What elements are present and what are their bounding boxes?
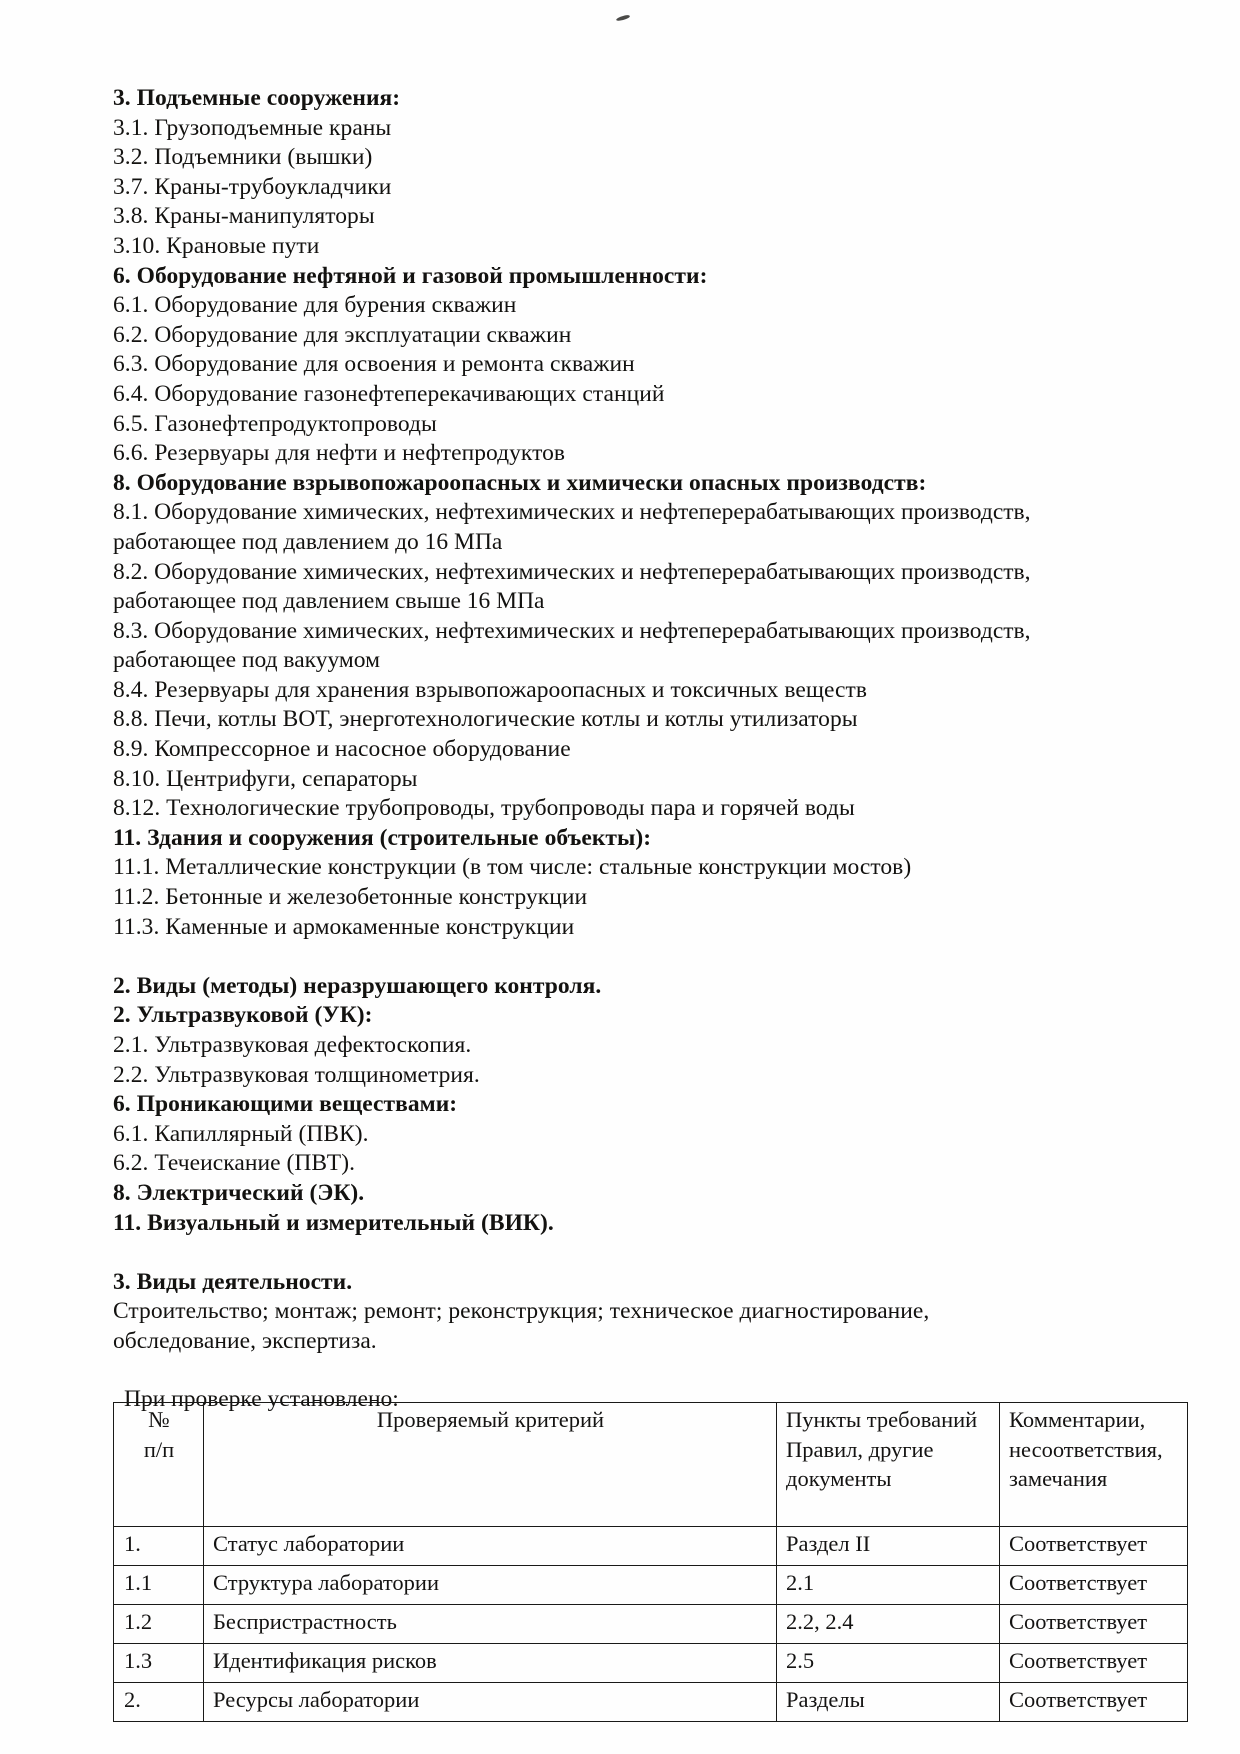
section-spacer: [113, 1238, 1115, 1268]
list-item: 2.2. Ультразвуковая толщинометрия.: [113, 1061, 480, 1088]
list-item: 8.9. Компрессорное и насосное оборудование: [113, 736, 571, 763]
cell-criterion: Структура лаборатории: [204, 1566, 777, 1605]
column-header-comments: Комментарии, несоответствия, замечания: [1000, 1403, 1188, 1527]
section-activity-types: [113, 1268, 1115, 1357]
cell-number: 1.: [114, 1527, 204, 1566]
cell-points: 2.5: [777, 1644, 1000, 1683]
document-body: [113, 84, 1115, 1421]
list-item: 6.5. Газонефтепродуктопроводы: [113, 410, 437, 437]
list-item: 11.1. Металлические конструкции (в том числе: стальные конструкции мостов): [113, 854, 912, 881]
list-item: 8.10. Центрифуги, сепараторы: [113, 765, 418, 792]
list-item: 8.4. Резервуары для хранения взрывопожароопасных и токсичных веществ: [113, 676, 867, 703]
list-item: 8.8. Печи, котлы ВОТ, энерготехнологические котлы и котлы утилизаторы: [113, 706, 858, 733]
list-item: 6.3. Оборудование для освоения и ремонта скважин: [113, 351, 635, 378]
list-item: 8. Электрический (ЭК).: [113, 1179, 365, 1206]
audit-table-container: [113, 1402, 1163, 1754]
column-header-number: [114, 1403, 204, 1527]
list-item: 3.10. Крановые пути: [113, 232, 320, 259]
section-heading: 3. Виды деятельности.: [113, 1268, 353, 1295]
activity-paragraph-line-1: Строительство; монтаж; ремонт; реконструкция; техническое диагностирование,: [113, 1298, 930, 1325]
list-item: 3.8. Краны-манипуляторы: [113, 203, 375, 230]
cell-number: 1.3: [114, 1644, 204, 1683]
list-item: 6.4. Оборудование газонефтеперекачивающих станций: [113, 380, 665, 407]
cell-criterion: Беспристрастность: [204, 1605, 777, 1644]
list-item: 11.3. Каменные и армокаменные конструкции: [113, 913, 575, 940]
list-item: 8.12. Технологические трубопроводы, трубопроводы пара и горячей воды: [113, 795, 855, 822]
column-header-criterion: Проверяемый критерий: [204, 1403, 777, 1527]
list-item: 2.1. Ультразвуковая дефектоскопия.: [113, 1032, 472, 1058]
list-item: 3.7. Краны-трубоукладчики: [113, 173, 392, 200]
list-item: 6.1. Оборудование для бурения скважин: [113, 292, 517, 319]
audit-table-head: [114, 1403, 1188, 1527]
cell-comment: Соответствует: [1000, 1566, 1188, 1605]
cell-points: 2.1: [777, 1566, 1000, 1605]
cell-comment: Соответствует: [1000, 1683, 1188, 1722]
cell-criterion: Статус лаборатории: [204, 1527, 777, 1566]
list-item: 8. Оборудование взрывопожароопасных и химически опасных производств:: [113, 469, 927, 496]
scan-artifact-speck: [616, 14, 631, 21]
list-item: 11. Здания и сооружения (строительные объекты):: [113, 824, 652, 851]
cell-number: 1.2: [114, 1605, 204, 1644]
cell-points: Разделы: [777, 1683, 1000, 1722]
audit-table-body: [114, 1527, 1188, 1722]
cell-comment: Соответствует: [1000, 1527, 1188, 1566]
section-spacer: [113, 942, 1115, 972]
audit-table: [113, 1402, 1188, 1722]
list-item: 3. Подъемные сооружения:: [113, 85, 401, 111]
table-row: [114, 1566, 1188, 1605]
table-header-row: [114, 1403, 1188, 1527]
section-equipment-types: [113, 84, 1115, 942]
list-item: 8.2. Оборудование химических, нефтехимических и нефтеперерабатывающих производств, работающее под давлением свыше 16 МПа: [113, 558, 1031, 615]
list-item: 3.1. Грузоподъемные краны: [113, 114, 392, 141]
list-item: 6.1. Капиллярный (ПВК).: [113, 1120, 369, 1147]
list-item: 6.2. Оборудование для эксплуатации скважин: [113, 321, 572, 348]
list-item: 2. Ультразвуковой (УК):: [113, 1002, 373, 1029]
cell-comment: Соответствует: [1000, 1605, 1188, 1644]
cell-points: Раздел II: [777, 1527, 1000, 1566]
cell-number: 1.1: [114, 1566, 204, 1605]
table-row: [114, 1527, 1188, 1566]
cell-number: 2.: [114, 1683, 204, 1722]
list-item: 8.3. Оборудование химических, нефтехимических и нефтеперерабатывающих производств, работающее под вакуумом: [113, 617, 1031, 674]
column-header-number-line1: №: [148, 1407, 170, 1432]
table-intro-text: При проверке установлено:: [124, 1385, 399, 1412]
table-row: [114, 1644, 1188, 1683]
cell-comment: Соответствует: [1000, 1644, 1188, 1683]
list-item: 6.6. Резервуары для нефти и нефтепродуктов: [113, 440, 566, 467]
list-item: 6. Проникающими веществами:: [113, 1091, 458, 1118]
column-header-number-line2: п/п: [143, 1436, 175, 1462]
list-item: 11.2. Бетонные и железобетонные конструкции: [113, 884, 588, 911]
list-item: 6.2. Течеискание (ПВТ).: [113, 1150, 356, 1177]
column-header-points: Пункты требований Правил, другие документы: [777, 1403, 1000, 1527]
cell-criterion: Ресурсы лаборатории: [204, 1683, 777, 1722]
audit-table-clip: [113, 1402, 1163, 1754]
list-item: 8.1. Оборудование химических, нефтехимических и нефтеперерабатывающих производств, работающее под давлением до 16 МПа: [113, 499, 1031, 555]
cell-criterion: Идентификация рисков: [204, 1644, 777, 1683]
list-item: 2. Виды (методы) неразрушающего контроля.: [113, 972, 602, 999]
section-ndt-methods: [113, 972, 1115, 1238]
list-item: 6. Оборудование нефтяной и газовой промышленности:: [113, 262, 708, 289]
table-row: [114, 1683, 1188, 1722]
list-item: 11. Визуальный и измерительный (ВИК).: [113, 1209, 554, 1236]
activity-paragraph-line-2: обследование, экспертиза.: [113, 1327, 377, 1354]
table-row: [114, 1605, 1188, 1644]
list-item: 3.2. Подъемники (вышки): [113, 144, 373, 171]
cell-points: 2.2, 2.4: [777, 1605, 1000, 1644]
